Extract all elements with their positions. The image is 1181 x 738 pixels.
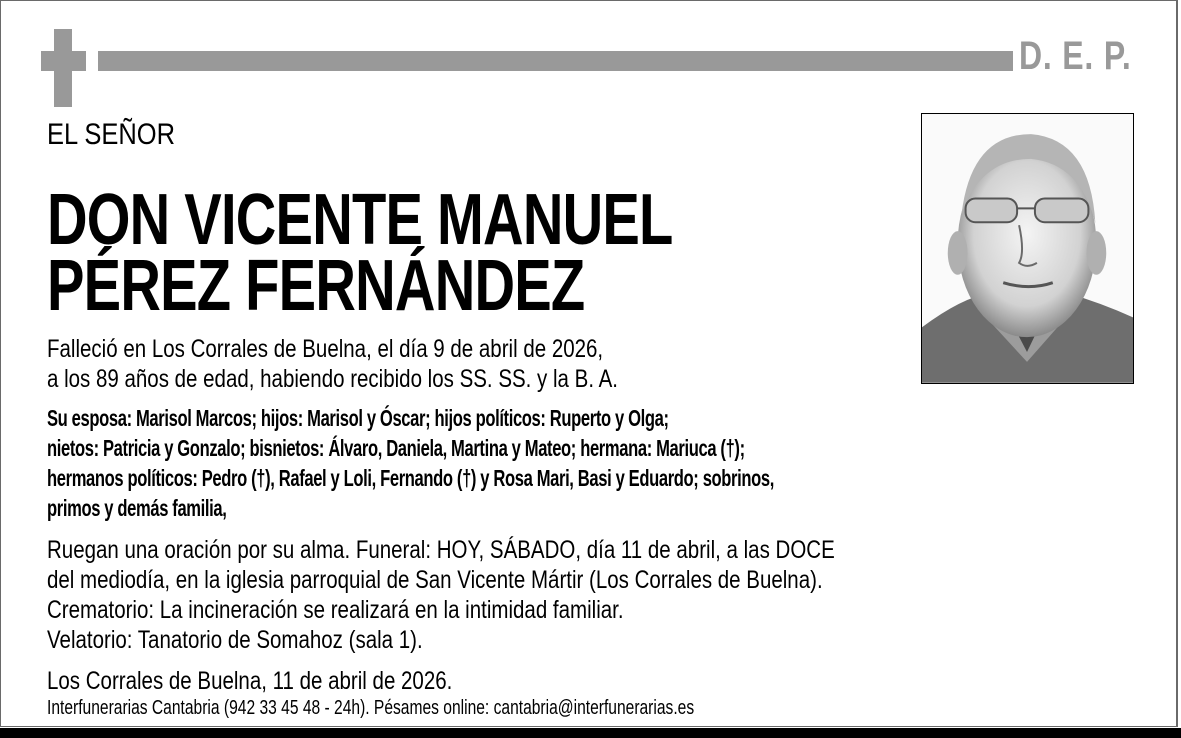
honorific bbox=[47, 118, 198, 152]
family-line bbox=[47, 433, 1016, 463]
service-text-1: Ruegan una oración por su alma. Funeral: HOY, SÁBADO, día 11 de abril, a las DOCE bbox=[47, 536, 835, 564]
service-line bbox=[47, 565, 993, 595]
family-line bbox=[47, 463, 1057, 493]
deceased-photo bbox=[921, 113, 1134, 384]
death-info-line bbox=[47, 334, 725, 364]
death-info-line bbox=[47, 364, 743, 394]
honorific-text: EL SEÑOR bbox=[47, 118, 176, 151]
portrait-image bbox=[922, 114, 1133, 383]
deceased-name-line-2 bbox=[47, 246, 736, 326]
cross-horizontal-bar bbox=[41, 51, 86, 71]
place-date-text: Los Corrales de Buelna, 11 de abril de 2026. bbox=[47, 667, 453, 695]
funeral-home-contact bbox=[47, 696, 877, 720]
family-text-3: hermanos políticos: Pedro (†), Rafael y Loli, Fernando (†) y Rosa Mari, Basi y Eduardo; sobrinos, bbox=[47, 465, 774, 491]
service-text-2: del mediodía, en la iglesia parroquial de San Vicente Mártir (Los Corrales de Buelna). bbox=[47, 566, 823, 594]
family-text-4: primos y demás familia, bbox=[47, 495, 227, 521]
death-info-text-1: Falleció en Los Corrales de Buelna, el día 9 de abril de 2026, bbox=[47, 335, 604, 363]
death-info-text-2: a los 89 años de edad, habiendo recibido los SS. SS. y la B. A. bbox=[47, 365, 618, 393]
family-line bbox=[47, 403, 910, 433]
family-text-2: nietos: Patricia y Gonzalo; bisnietos: Álvaro, Daniela, Martina y Mateo; hermana: Mariuca (†); bbox=[47, 435, 745, 461]
service-line bbox=[47, 625, 505, 655]
place-date bbox=[47, 666, 541, 696]
funeral-home-contact-text: Interfunerarias Cantabria (942 33 45 48 - 24h). Pésames online: cantabria@interfunerarias.es bbox=[47, 697, 695, 719]
header-rule bbox=[98, 51, 1013, 71]
service-text-4: Velatorio: Tanatorio de Somahoz (sala 1). bbox=[47, 626, 423, 654]
bottom-border-band bbox=[0, 728, 1181, 738]
service-line bbox=[47, 595, 750, 625]
family-text-1: Su esposa: Marisol Marcos; hijos: Marisol y Óscar; hijos políticos: Ruperto y Olga; bbox=[47, 405, 669, 431]
deceased-name-text-1: DON VICENTE MANUEL bbox=[47, 180, 673, 260]
dep-label: D. E. P. bbox=[1019, 34, 1132, 78]
deceased-name-text-2: PÉREZ FERNÁNDEZ bbox=[47, 246, 585, 326]
service-line bbox=[47, 535, 1008, 565]
service-text-3: Crematorio: La incineración se realizará en la intimidad familiar. bbox=[47, 596, 624, 624]
family-line bbox=[47, 493, 296, 523]
